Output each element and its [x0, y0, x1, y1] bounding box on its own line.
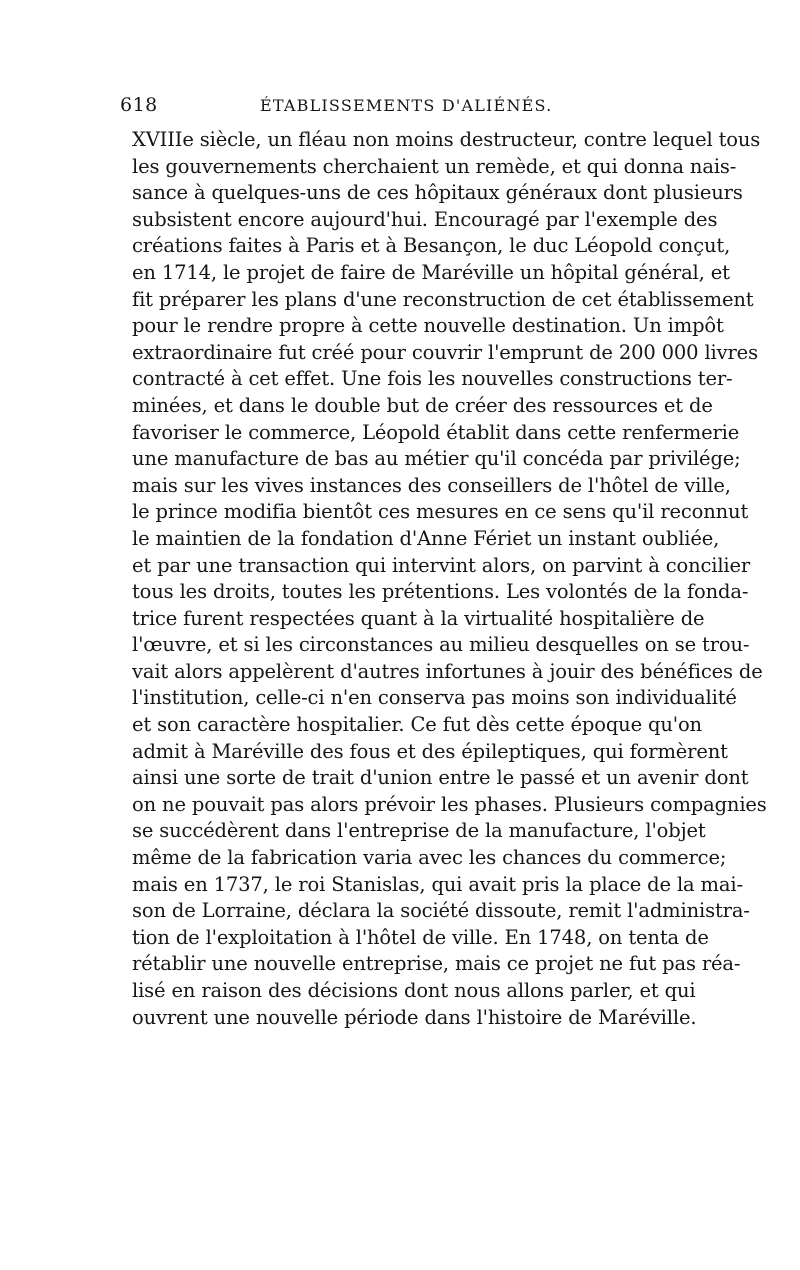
page-header — [120, 94, 680, 118]
text-line: et son caractère hospitalier. Ce fut dès cette époque qu'on — [132, 713, 702, 737]
text-line: lisé en raison des décisions dont nous allons parler, et qui — [132, 979, 696, 1002]
text-line: créations faites à Paris et à Besançon, le duc Léopold conçut, — [132, 234, 731, 258]
text-line: subsistent encore aujourd'hui. Encouragé par l'exemple des — [132, 207, 718, 231]
running-title: ÉTABLISSEMENTS D'ALIÉNÉS. — [260, 96, 553, 115]
text-line: se succédèrent dans l'entreprise de la manufacture, l'objet — [132, 819, 706, 843]
text-line: sance à quelques-uns de ces hôpitaux généraux dont plusieurs — [132, 181, 743, 205]
text-line: tion de l'exploitation à l'hôtel de ville. En 1748, on tenta de — [132, 925, 709, 949]
text-line: extraordinaire fut créé pour couvrir l'emprunt de 200 000 livres — [132, 340, 758, 364]
text-line: le prince modifia bientôt ces mesures en ce sens qu'il reconnut — [132, 500, 749, 524]
page-number: 618 — [120, 94, 158, 116]
text-line: le maintien de la fondation d'Anne Fériet un instant oubliée, — [132, 526, 720, 550]
text-line: favoriser le commerce, Léopold établit dans cette renfermerie — [132, 420, 740, 444]
text-line: minées, et dans le double but de créer des ressources et de — [132, 393, 713, 417]
text-line: les gouvernements cherchaient un remède, et qui donna nais- — [132, 154, 737, 178]
text-line: en 1714, le projet de faire de Maréville un hôpital général, et — [132, 260, 730, 284]
text-line: vait alors appelèrent d'autres infortunes à jouir des bénéfices de — [132, 659, 763, 683]
text-line: admit à Maréville des fous et des épileptiques, qui formèrent — [132, 739, 728, 763]
text-line: une manufacture de bas au métier qu'il concéda par privilége; — [132, 447, 741, 471]
text-line: XVIIIe siècle, un fléau non moins destructeur, contre lequel tous — [132, 128, 761, 151]
text-line: son de Lorraine, déclara la société dissoute, remit l'administra- — [132, 899, 750, 923]
text-line: mais sur les vives instances des conseillers de l'hôtel de ville, — [132, 473, 731, 497]
text-line: l'œuvre, et si les circonstances au milieu desquelles on se trou- — [132, 633, 750, 657]
text-line: l'institution, celle-ci n'en conserva pas moins son individualité — [132, 686, 737, 710]
text-line: tous les droits, toutes les prétentions. Les volontés de la fonda- — [132, 580, 749, 604]
text-line: trice furent respectées quant à la virtualité hospitalière de — [132, 606, 705, 630]
text-line: ainsi une sorte de trait d'union entre le passé et un avenir dont — [132, 766, 749, 790]
body-paragraph — [132, 127, 767, 1031]
text-line: ouvrent une nouvelle période dans l'histoire de Maréville. — [132, 1005, 697, 1029]
text-line: même de la fabrication varia avec les chances du commerce; — [132, 846, 727, 870]
text-line: mais en 1737, le roi Stanislas, qui avait pris la place de la mai- — [132, 872, 743, 896]
text-line: fit préparer les plans d'une reconstruction de cet établissement — [132, 287, 754, 311]
text-line: on ne pouvait pas alors prévoir les phases. Plusieurs compagnies — [132, 792, 767, 816]
text-line: et par une transaction qui intervint alors, on parvint à concilier — [132, 553, 751, 577]
text-line: pour le rendre propre à cette nouvelle destination. Un impôt — [132, 314, 724, 338]
text-line: contracté à cet effet. Une fois les nouvelles constructions ter- — [132, 367, 733, 391]
text-line: rétablir une nouvelle entreprise, mais ce projet ne fut pas réa- — [132, 952, 741, 976]
